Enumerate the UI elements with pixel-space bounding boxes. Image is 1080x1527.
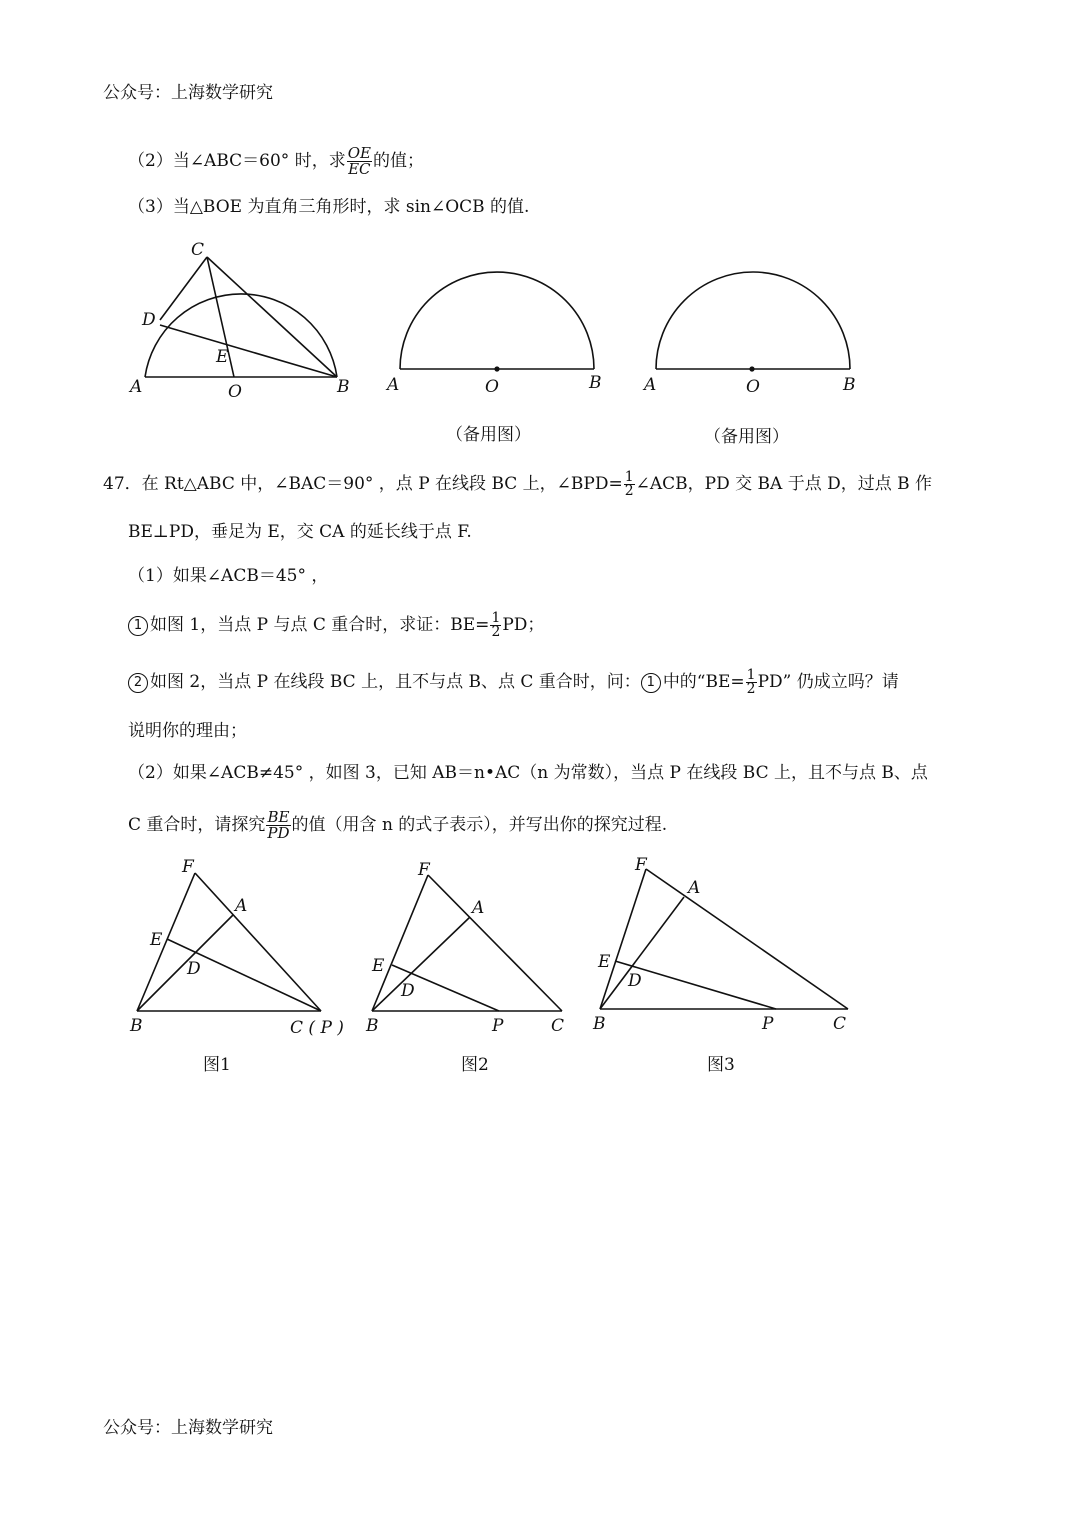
q47-sub1-pre: 如图 1，当点 P 与点 C 重合时，求证：BE= xyxy=(150,615,490,635)
fraction-denominator: EC xyxy=(348,160,371,178)
label-D: D xyxy=(401,981,415,1001)
label-B: B xyxy=(130,1016,143,1036)
q47-figure-2 xyxy=(362,853,587,1043)
q46-backup-figure-2 xyxy=(640,265,870,400)
label-F: F xyxy=(635,855,647,875)
label-D: D xyxy=(628,971,642,991)
fraction-numerator: 1 xyxy=(491,610,501,626)
q47-part2-post: 的值（用含 n 的式子表示），并写出你的探究过程. xyxy=(291,815,668,835)
fraction-numerator: 1 xyxy=(624,469,634,485)
half-fraction xyxy=(624,471,635,498)
q47-figure-3 xyxy=(590,853,860,1043)
q47-part2-pre: C 重合时，请探究 xyxy=(128,815,266,835)
segment-BA xyxy=(600,897,684,1009)
label-D: D xyxy=(142,310,156,330)
backup-caption-2: （备用图） xyxy=(704,427,789,447)
semicircle-arc xyxy=(145,294,337,377)
fraction-denominator: 2 xyxy=(624,483,634,499)
q47-sub1-post: PD； xyxy=(502,615,545,635)
q47-part2-line1: （2）如果∠ACB≠45° ，如图 3，已知 AB＝n•AC（n 为常数），当点 P 在线段 BC 上，且不与点 B、点 xyxy=(128,763,928,783)
q46-backup-figure-1 xyxy=(382,265,612,400)
circled-number-1: 1 xyxy=(128,616,148,636)
semicircle-arc xyxy=(400,272,594,369)
label-E: E xyxy=(598,952,611,972)
center-point xyxy=(494,366,499,371)
q47-line1 xyxy=(103,471,932,498)
label-D: D xyxy=(187,959,201,979)
label-P: P xyxy=(762,1014,774,1034)
label-O: O xyxy=(746,377,760,397)
q47-line2: BE⊥PD，垂足为 E，交 CA 的延长线于点 F. xyxy=(128,522,472,542)
q47-part1: （1）如果∠ACB＝45° ， xyxy=(128,566,329,586)
q47-line1-post: ∠ACB，PD 交 BA 于点 D，过点 B 作 xyxy=(635,474,933,494)
label-B: B xyxy=(843,375,856,395)
segment-BF xyxy=(137,873,195,1011)
label-E: E xyxy=(372,956,385,976)
fraction-denominator: 2 xyxy=(746,681,756,697)
label-P: P xyxy=(492,1016,504,1036)
segment-BA xyxy=(372,917,470,1011)
label-C: C xyxy=(191,240,205,260)
label-A: A xyxy=(387,375,400,395)
half-fraction xyxy=(746,669,757,696)
q47-sub2 xyxy=(128,669,899,696)
q47-sub1 xyxy=(128,612,544,639)
circled-number-1-ref: 1 xyxy=(641,673,661,693)
label-E: E xyxy=(216,347,229,367)
segment-FC xyxy=(195,873,321,1011)
q47-sub2-line2: 说明你的理由； xyxy=(128,721,247,741)
q47-part2-line2 xyxy=(128,810,667,841)
q47-sub2-mid: 中的“BE= xyxy=(662,672,745,692)
label-A: A xyxy=(130,377,143,397)
fraction-numerator: BE xyxy=(267,808,290,826)
semicircle-arc xyxy=(656,272,850,369)
label-O: O xyxy=(485,377,499,397)
label-E: E xyxy=(150,930,163,950)
fig2-caption: 图2 xyxy=(461,1055,489,1075)
half-fraction xyxy=(490,612,501,639)
q46-part3: （3）当△BOE 为直角三角形时，求 sin∠OCB 的值. xyxy=(128,197,530,217)
segment-FC xyxy=(428,875,562,1011)
fraction-numerator: 1 xyxy=(746,667,756,683)
label-A: A xyxy=(472,898,485,918)
q46-part2 xyxy=(128,146,424,177)
label-B: B xyxy=(337,377,350,397)
circled-number-2: 2 xyxy=(128,673,148,693)
fraction-numerator: OE xyxy=(347,144,371,162)
q46-part2-post: 的值； xyxy=(372,151,424,171)
segment-FC xyxy=(646,869,848,1009)
label-C: C xyxy=(833,1014,847,1034)
label-A: A xyxy=(644,375,657,395)
backup-caption-1: （备用图） xyxy=(446,425,531,445)
center-point xyxy=(749,366,754,371)
segment-DB xyxy=(160,325,337,377)
q47-line1-pre: 47．在 Rt△ABC 中，∠BAC＝90° ，点 P 在线段 BC 上，∠BPD= xyxy=(103,474,623,494)
fig1-caption: 图1 xyxy=(203,1055,231,1075)
q47-figure-1 xyxy=(125,853,360,1043)
label-O: O xyxy=(228,382,242,402)
fraction-denominator: 2 xyxy=(491,624,501,640)
label-F: F xyxy=(418,860,430,880)
label-B: B xyxy=(589,373,602,393)
label-B: B xyxy=(366,1016,379,1036)
label-C: C xyxy=(551,1016,565,1036)
label-A: A xyxy=(235,896,248,916)
q47-sub2-post: PD” 仍成立吗？请 xyxy=(757,672,899,692)
page-footer: 公众号：上海数学研究 xyxy=(103,1418,273,1438)
label-B: B xyxy=(593,1014,606,1034)
label-A: A xyxy=(688,878,701,898)
segment-CD xyxy=(160,257,207,320)
q46-main-figure xyxy=(125,235,365,405)
q47-sub2-pre: 如图 2，当点 P 在线段 BC 上，且不与点 B、点 C 重合时，问： xyxy=(150,672,641,692)
segment-BF xyxy=(372,875,428,1011)
label-C-P: C ( P ) xyxy=(290,1018,344,1038)
fraction-denominator: PD xyxy=(267,824,290,842)
label-F: F xyxy=(182,857,194,877)
be-pd-fraction xyxy=(266,810,290,841)
fig3-caption: 图3 xyxy=(707,1055,735,1075)
page-header: 公众号：上海数学研究 xyxy=(103,83,273,103)
q46-part2-pre: （2）当∠ABC＝60° 时，求 xyxy=(128,151,346,171)
q46-part2-fraction xyxy=(347,146,372,177)
